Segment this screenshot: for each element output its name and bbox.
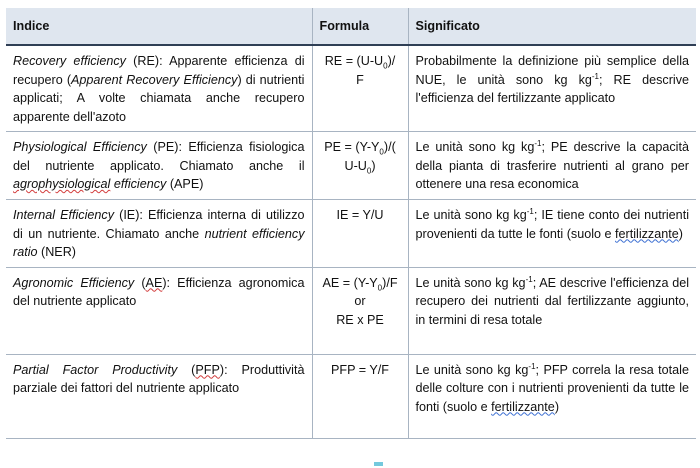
nue-indices-table xyxy=(6,8,696,439)
meaning-text: ; PFP correla la resa totale delle colture con i nutrienti provenienti da tutte le fonti (suolo e xyxy=(415,362,689,414)
formula-text: RE = (U-U xyxy=(324,54,384,68)
meaning-superscript: -1 xyxy=(525,274,533,284)
header-indice: Indice xyxy=(6,8,312,45)
table-row xyxy=(6,132,696,200)
formula-subscript: 0 xyxy=(377,283,383,293)
index-abbreviation: AE xyxy=(145,275,163,290)
index-text: ): Efficienza agronomica del nutriente applicato xyxy=(13,275,305,308)
meaning-cell xyxy=(408,45,696,132)
table-header-row xyxy=(6,8,696,45)
meaning-text: ) xyxy=(678,226,683,241)
index-name: Recovery efficiency xyxy=(13,54,126,68)
index-english-name: efficiency xyxy=(110,177,167,191)
index-cell xyxy=(6,45,312,132)
formula-text: PFP = Y/F xyxy=(331,362,389,377)
meaning-superscript: -1 xyxy=(534,138,542,148)
meaning-text: Probabilmente la definizione più semplice della NUE, le unità sono kg kg xyxy=(415,54,689,87)
index-name: Internal Efficiency xyxy=(13,208,115,222)
header-significato: Significato xyxy=(408,8,696,45)
index-text: (PE): Efficienza fisiologica del nutriente applicato. Chiamato anche il xyxy=(13,140,305,173)
meaning-superscript: -1 xyxy=(528,361,536,371)
formula-or: or xyxy=(354,294,366,308)
table-row xyxy=(6,200,696,268)
index-text: (RE): Apparente efficienza di recupero ( xyxy=(13,54,305,87)
formula-text: ) xyxy=(371,158,376,173)
formula-text: )/ F xyxy=(356,54,396,87)
formula-subscript: 0 xyxy=(366,166,372,176)
cursor-marker xyxy=(374,462,383,466)
formula-text: )/( U-U xyxy=(344,140,396,173)
formula-cell xyxy=(312,200,408,268)
index-text: ( xyxy=(134,275,146,290)
meaning-text: ) xyxy=(554,399,560,414)
meaning-superscript: -1 xyxy=(591,71,599,81)
meaning-text: ; RE descrive l'efficienza del fertilizzante applicato xyxy=(415,72,689,105)
meaning-text: Le unità sono kg kg xyxy=(415,275,526,290)
index-english-name: Apparent Recovery Efficiency xyxy=(71,72,238,87)
formula-text: PE = (Y-Y xyxy=(324,140,380,154)
meaning-text: ; PE descrive la capacità della pianta di trasferire nutrienti al grano per ottenere una resa economica xyxy=(415,140,689,191)
index-name: Agronomic Efficiency xyxy=(13,275,135,290)
index-cell xyxy=(6,267,312,354)
index-abbreviation: PFP xyxy=(195,362,220,377)
meaning-cell xyxy=(408,132,696,200)
index-text: ) di nutrienti applicati; A volte chiamata anche recupero apparente dell'azoto xyxy=(13,72,305,124)
formula-text: AE = (Y-Y xyxy=(322,275,378,290)
index-text: (APE) xyxy=(166,177,204,191)
index-name: Physiological Efficiency xyxy=(13,140,147,154)
meaning-text: Le unità sono kg kg xyxy=(415,362,529,377)
formula-text: )/F xyxy=(382,275,398,290)
formula-text: RE x PE xyxy=(336,312,384,327)
table-row xyxy=(6,267,696,354)
index-text: (IE): Efficienza interna di utilizzo di un nutriente. Chiamato anche xyxy=(13,208,305,241)
meaning-text: ; AE descrive l'efficienza del recupero dei nutrienti dal fertilizzante aggiunto, in termini di resa totale xyxy=(415,275,689,327)
meaning-cell xyxy=(408,354,696,438)
header-formula: Formula xyxy=(312,8,408,45)
meaning-cell xyxy=(408,200,696,268)
index-english-name: agrophysiological xyxy=(13,177,111,191)
formula-cell xyxy=(312,45,408,132)
meaning-text: Le unità sono kg kg xyxy=(415,140,535,154)
formula-subscript: 0 xyxy=(383,61,388,71)
index-cell xyxy=(6,132,312,200)
index-name: Partial Factor Productivity xyxy=(13,362,178,377)
formula-text: IE = Y/U xyxy=(336,208,384,222)
formula-cell xyxy=(312,354,408,438)
index-text: ): Produttività parziale dei fattori del nutriente applicato xyxy=(13,362,305,395)
meaning-superscript: -1 xyxy=(526,206,534,216)
formula-cell xyxy=(312,132,408,200)
meaning-text: fertilizzante xyxy=(491,399,555,414)
formula-cell xyxy=(312,267,408,354)
index-cell xyxy=(6,200,312,268)
meaning-text: fertilizzante xyxy=(615,226,679,241)
index-text: (NER) xyxy=(37,245,76,259)
meaning-text: Le unità sono kg kg xyxy=(415,208,527,222)
table-row xyxy=(6,354,696,438)
formula-subscript: 0 xyxy=(379,147,384,157)
table-row xyxy=(6,45,696,132)
meaning-cell xyxy=(408,267,696,354)
index-cell xyxy=(6,354,312,438)
meaning-text: ; IE tiene conto dei nutrienti provenienti da tutte le fonti (suolo e xyxy=(415,208,689,241)
index-text: ( xyxy=(177,362,196,377)
index-english-name: nutrient efficiency ratio xyxy=(13,226,305,259)
